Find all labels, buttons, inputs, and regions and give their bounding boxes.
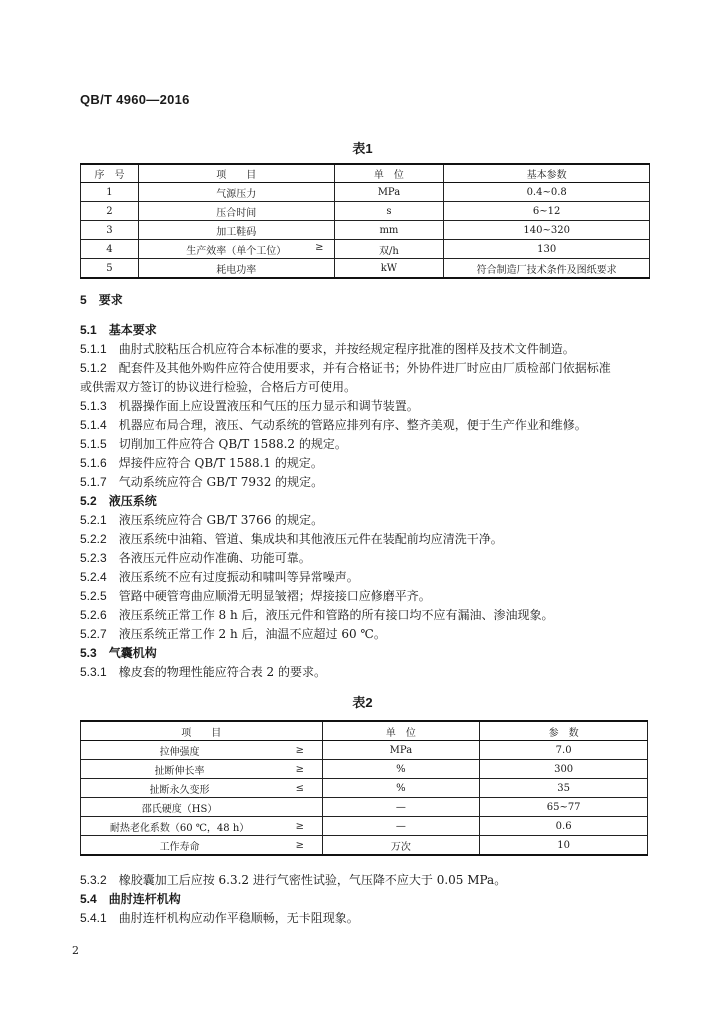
text-line xyxy=(80,910,650,926)
table1-cell-value: 0.4~0.8 xyxy=(444,183,650,202)
relation-symbol: ≥ xyxy=(278,741,322,760)
table1-cell-value: 符合制造厂技术条件及图纸要求 xyxy=(444,259,650,279)
text-line xyxy=(80,292,650,308)
table2-cell-value: 0.6 xyxy=(480,817,648,836)
clause-text: 曲肘连杆机构应动作平稳顺畅，无卡阻现象。 xyxy=(118,911,359,925)
table2-cell-item: 扯断伸长率 xyxy=(81,760,279,779)
text-line xyxy=(80,455,650,471)
relation-symbol: ≥ xyxy=(278,760,322,779)
table2-cell-value: 300 xyxy=(480,760,648,779)
clause-text: 配套件及其他外购件应符合使用要求，并有合格证书；外协件进厂时应由厂质检部门依据标准 xyxy=(118,361,611,375)
table1-header-no: 序 号 xyxy=(81,164,139,183)
table1-cell-item xyxy=(138,240,334,259)
relation-symbol: ≥ xyxy=(278,836,322,856)
text-line xyxy=(80,360,650,376)
clause-text: 气囊机构 xyxy=(108,646,157,660)
text-line xyxy=(80,607,650,623)
item-text: 压合时间 xyxy=(216,207,257,219)
document-code: QB/T 4960—2016 xyxy=(80,92,190,107)
table1-cell-unit: MPa xyxy=(334,183,444,202)
text-line xyxy=(80,379,650,395)
clause-text: 液压系统正常工作 8 h 后，液压元件和管路的所有接口均不应有漏油、渗油现象。 xyxy=(118,608,554,622)
clause-number: 5.4 xyxy=(80,892,97,906)
table1-cell-no: 5 xyxy=(81,259,139,279)
table1-cell-no: 3 xyxy=(81,221,139,240)
table-row xyxy=(81,202,650,221)
clause-number: 5.2.2 xyxy=(80,532,107,546)
clause-text: 液压系统中油箱、管道、集成块和其他液压元件在装配前均应清洗干净。 xyxy=(118,532,503,546)
table1-cell-unit: kW xyxy=(334,259,444,279)
text-line xyxy=(80,645,650,661)
table2-cell-item: 扯断永久变形 xyxy=(81,779,279,798)
table1-cell-no: 2 xyxy=(81,202,139,221)
clause-text: 基本要求 xyxy=(108,323,157,337)
clause-text: 管路中硬管弯曲应顺滑无明显皱褶；焊接接口应修磨平齐。 xyxy=(118,589,431,603)
relation-symbol: ≥ xyxy=(315,242,324,253)
table2-cell-value: 65~77 xyxy=(480,798,648,817)
clause-number: 5.3.2 xyxy=(80,873,107,887)
clause-text: 橡皮套的物理性能应符合表 2 的要求。 xyxy=(118,665,326,679)
table2-header-row xyxy=(81,721,648,741)
table2-header-unit: 单 位 xyxy=(322,721,480,741)
table2-cell-unit: % xyxy=(322,760,480,779)
table-row xyxy=(81,183,650,202)
table-row xyxy=(81,741,648,760)
clause-number: 5.3.1 xyxy=(80,665,107,679)
clause-number: 5.2.1 xyxy=(80,513,107,527)
clause-text: 气动系统应符合 GB/T 7932 的规定。 xyxy=(118,475,324,489)
table1-caption: 表1 xyxy=(352,141,373,156)
table2-cell-unit: — xyxy=(322,817,480,836)
table2-cell-item: 耐热老化系数（60 ℃，48 h） xyxy=(81,817,279,836)
table1-header-value: 基本参数 xyxy=(444,164,650,183)
table2 xyxy=(80,720,648,856)
table2-cell-item: 邵氏硬度（HS） xyxy=(81,798,279,817)
clause-text: 焊接件应符合 QB/T 1588.1 的规定。 xyxy=(118,456,323,470)
text-line xyxy=(80,417,650,433)
text-line xyxy=(80,493,650,509)
clause-number: 5.2 xyxy=(80,494,97,508)
clause-number: 5 xyxy=(80,293,87,307)
table1-cell-unit: 双/h xyxy=(334,240,444,259)
table2-cell-unit: % xyxy=(322,779,480,798)
table2-header-value: 参 数 xyxy=(480,721,648,741)
clause-text: 要求 xyxy=(98,293,123,307)
clause-text: 曲肘式胶粘压合机应符合本标准的要求，并按经规定程序批准的图样及技术文件制造。 xyxy=(118,342,575,356)
clause-text: 或供需双方签订的协议进行检验，合格后方可使用。 xyxy=(80,380,357,394)
clause-number: 5.1.5 xyxy=(80,437,107,451)
table1-cell-unit: s xyxy=(334,202,444,221)
text-line xyxy=(80,891,650,907)
clause-number: 5.2.3 xyxy=(80,551,107,565)
clause-number: 5.2.6 xyxy=(80,608,107,622)
table1-cell-item xyxy=(138,202,334,221)
item-text: 气源压力 xyxy=(216,188,257,200)
clause-text: 液压系统不应有过度振动和啸叫等异常噪声。 xyxy=(118,570,359,584)
relation-symbol: ≤ xyxy=(278,779,322,798)
table2-cell-unit: — xyxy=(322,798,480,817)
table1-cell-value: 6~12 xyxy=(444,202,650,221)
clause-number: 5.2.4 xyxy=(80,570,107,584)
clause-number: 5.1 xyxy=(80,323,97,337)
table1-cell-value: 140~320 xyxy=(444,221,650,240)
clause-text: 切削加工件应符合 QB/T 1588.2 的规定。 xyxy=(118,437,347,451)
clause-text: 曲肘连杆机构 xyxy=(108,892,181,906)
text-line xyxy=(80,569,650,585)
table-row xyxy=(81,240,650,259)
table1-header-unit: 单 位 xyxy=(334,164,444,183)
text-line xyxy=(80,341,650,357)
table-row xyxy=(81,798,648,817)
clause-number: 5.3 xyxy=(80,646,97,660)
table1-header-item: 项 目 xyxy=(138,164,334,183)
table-row xyxy=(81,259,650,279)
clause-number: 5.2.5 xyxy=(80,589,107,603)
clause-number: 5.2.7 xyxy=(80,627,107,641)
table1 xyxy=(80,163,650,279)
text-line xyxy=(80,474,650,490)
clause-number: 5.1.1 xyxy=(80,342,107,356)
page-number: 2 xyxy=(72,944,79,957)
table-row xyxy=(81,836,648,856)
relation-symbol xyxy=(278,798,322,817)
item-text: 生产效率（单个工位） xyxy=(186,245,287,257)
table2-cell-value: 10 xyxy=(480,836,648,856)
clause-number: 5.1.7 xyxy=(80,475,107,489)
clause-text: 液压系统应符合 GB/T 3766 的规定。 xyxy=(118,513,324,527)
table1-cell-value: 130 xyxy=(444,240,650,259)
table1-header-row xyxy=(81,164,650,183)
text-line xyxy=(80,872,650,888)
item-text: 耗电功率 xyxy=(216,264,257,276)
text-line xyxy=(80,322,650,338)
table1-cell-item xyxy=(138,183,334,202)
clause-number: 5.4.1 xyxy=(80,911,107,925)
item-text: 加工鞋码 xyxy=(216,226,257,238)
table-row xyxy=(81,760,648,779)
table-row xyxy=(81,817,648,836)
table2-cell-item: 拉伸强度 xyxy=(81,741,279,760)
clause-text: 各液压元件应动作准确、功能可靠。 xyxy=(118,551,311,565)
table-row xyxy=(81,779,648,798)
clause-number: 5.1.4 xyxy=(80,418,107,432)
text-line xyxy=(80,588,650,604)
text-line xyxy=(80,531,650,547)
table2-cell-item: 工作寿命 xyxy=(81,836,279,856)
table1-cell-no: 4 xyxy=(81,240,139,259)
clause-number: 5.1.6 xyxy=(80,456,107,470)
text-line xyxy=(80,664,650,680)
table1-cell-item xyxy=(138,259,334,279)
text-line xyxy=(80,550,650,566)
text-line xyxy=(80,626,650,642)
clause-number: 5.1.2 xyxy=(80,361,107,375)
clause-text: 机器操作面上应设置液压和气压的压力显示和调节装置。 xyxy=(118,399,419,413)
clause-text: 液压系统正常工作 2 h 后，油温不应超过 60 ℃。 xyxy=(118,627,386,641)
text-line xyxy=(80,512,650,528)
text-line xyxy=(80,398,650,414)
table2-cell-unit: 万次 xyxy=(322,836,480,856)
table1-cell-no: 1 xyxy=(81,183,139,202)
clause-number: 5.1.3 xyxy=(80,399,107,413)
relation-symbol: ≥ xyxy=(278,817,322,836)
text-line xyxy=(80,436,650,452)
table1-cell-unit: mm xyxy=(334,221,444,240)
clause-text: 橡胶囊加工后应按 6.3.2 进行气密性试验，气压降不应大于 0.05 MPa。 xyxy=(118,873,507,887)
table2-cell-value: 35 xyxy=(480,779,648,798)
table2-header-item: 项 目 xyxy=(81,721,323,741)
clause-text: 液压系统 xyxy=(108,494,157,508)
table1-cell-item xyxy=(138,221,334,240)
clause-text: 机器应布局合理，液压、气动系统的管路应排列有序、整齐美观，便于生产作业和维修。 xyxy=(118,418,587,432)
table2-caption: 表2 xyxy=(352,695,373,710)
table2-cell-unit: MPa xyxy=(322,741,480,760)
table2-cell-value: 7.0 xyxy=(480,741,648,760)
table-row xyxy=(81,221,650,240)
